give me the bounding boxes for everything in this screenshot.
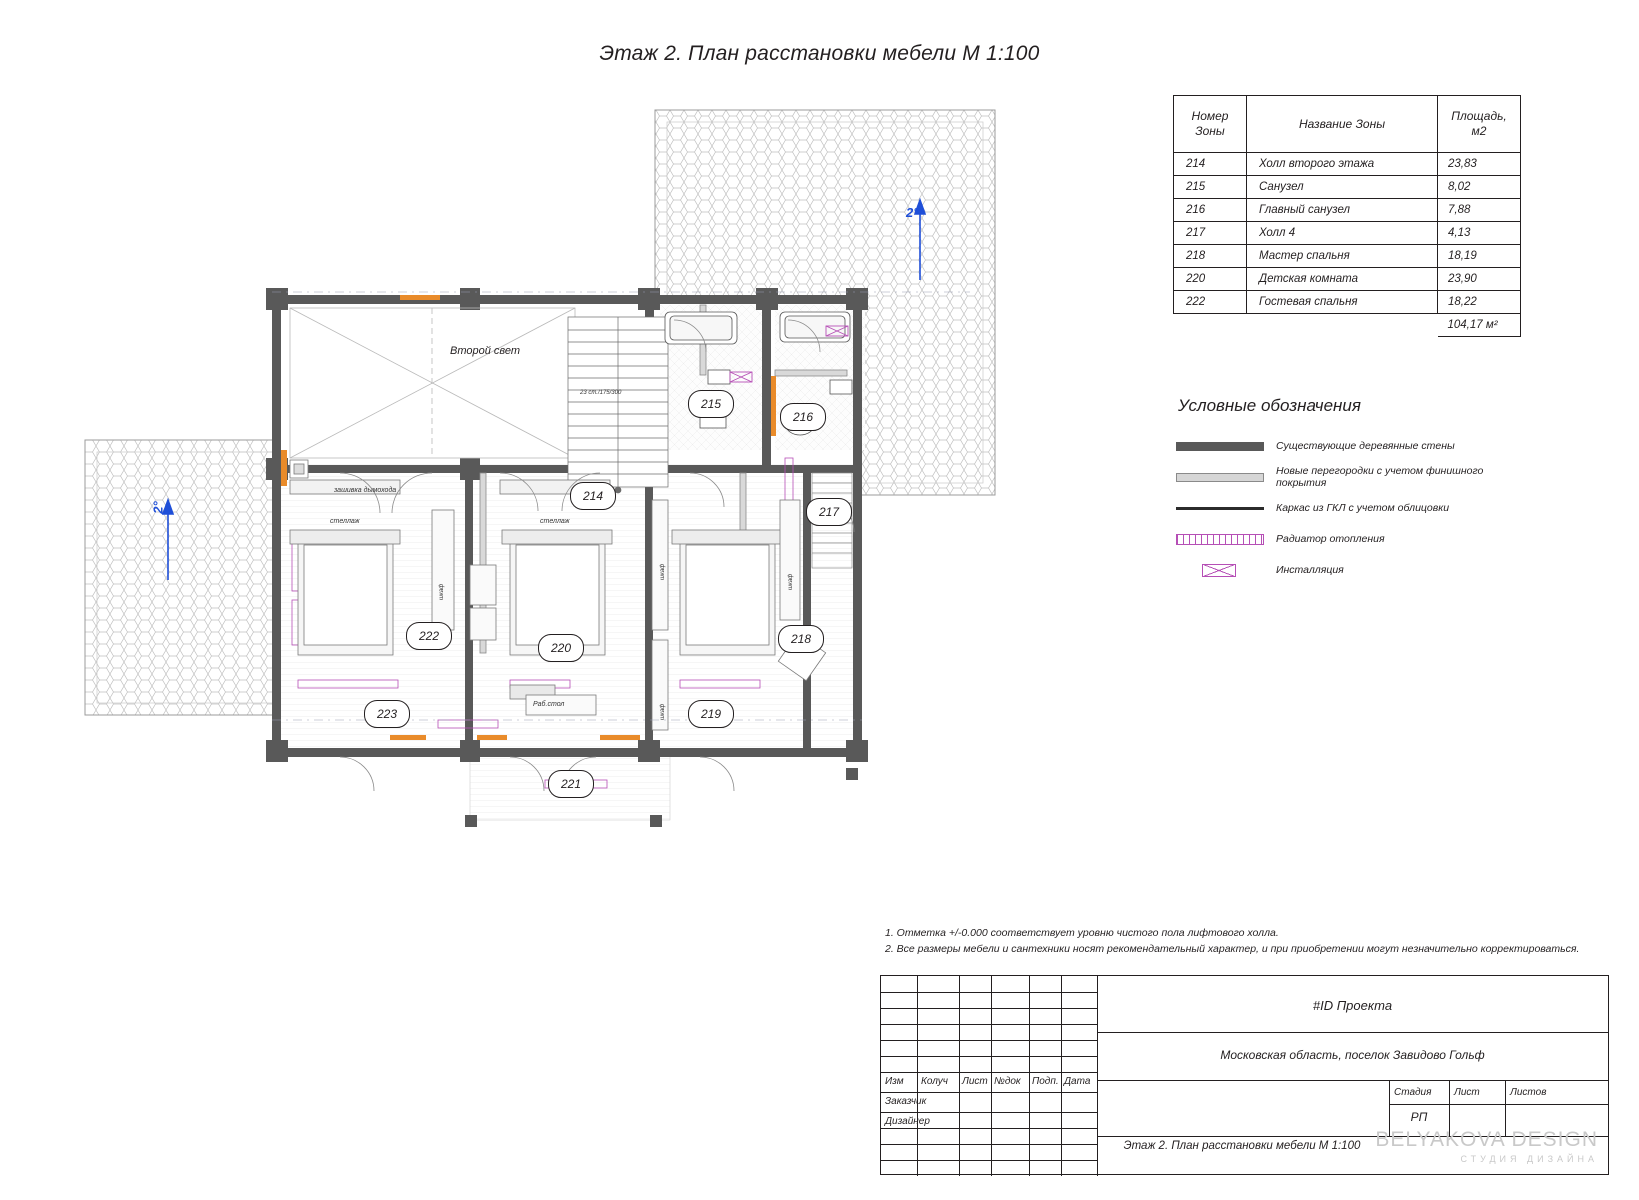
zone-area: 7,88 [1438, 199, 1521, 222]
stamp-col-koluch: Колуч [921, 1076, 948, 1087]
title-block [880, 975, 1609, 1175]
stage-label: Стадия [1394, 1087, 1432, 1098]
wardrobe-label-3: шкаф [660, 703, 666, 720]
zone-marker-215[interactable]: 215 [688, 390, 734, 418]
total-blank-1 [1174, 314, 1247, 337]
note-2: 2. Все размеры мебели и сантехники носят рекомендательный характер, и при приобретении могут незначительно корректироваться. [885, 943, 1580, 956]
brand-name: BELYAKOVA DESIGN [1375, 1128, 1598, 1151]
stamp-col-data: Дата [1064, 1076, 1091, 1087]
legend-label: Новые перегородки с учетом финишного покрытия [1276, 464, 1484, 489]
legend-item-new-partitions [1176, 461, 1536, 492]
legend-item-installation [1176, 554, 1536, 585]
legend-label: Инсталляция [1276, 563, 1344, 576]
zone-name: Холл 4 [1247, 222, 1438, 245]
zone-area: 23,90 [1438, 268, 1521, 291]
floor-plan [40, 80, 1160, 850]
zone-marker-223[interactable]: 223 [364, 700, 410, 728]
legend-label: Радиатор отопления [1276, 532, 1385, 545]
zone-name: Главный санузел [1247, 199, 1438, 222]
hood-label: зашивка дымохода [334, 487, 397, 494]
zone-table-header-name: Название Зоны [1247, 96, 1438, 153]
wardrobe-label-2: шкаф [660, 563, 666, 580]
page-title: Этаж 2. План расстановки мебели М 1:100 [599, 42, 1040, 65]
notes-block [885, 925, 1615, 958]
zone-area: 4,13 [1438, 222, 1521, 245]
legend [1176, 430, 1536, 585]
stamp-col-podp: Подп. [1032, 1076, 1059, 1087]
table-row [1174, 153, 1521, 176]
legend-title: Условные обозначения [1178, 396, 1361, 415]
slope-label-left: 2° [150, 501, 166, 514]
floor-plan-svg [40, 80, 1160, 850]
table-row [1174, 268, 1521, 291]
note-1: 1. Отметка +/-0.000 соответствует уровню чистого пола лифтового холла. [885, 927, 1279, 939]
total-blank-2 [1247, 314, 1438, 337]
zone-number: 222 [1174, 291, 1247, 314]
legend-item-radiator [1176, 523, 1536, 554]
zone-table-header-row [1174, 96, 1521, 153]
zone-number: 218 [1174, 245, 1247, 268]
sheet-title: Этаж 2. План расстановки мебели М 1:100 [1123, 1140, 1361, 1152]
legend-item-existing-walls [1176, 430, 1536, 461]
zone-number: 220 [1174, 268, 1247, 291]
shelf-left-label: стеллаж [330, 518, 360, 525]
desk-label: Раб.стол [533, 701, 565, 708]
table-row [1174, 245, 1521, 268]
wardrobe-label-4: шкаф [788, 573, 794, 590]
staircase [568, 317, 668, 493]
partition-symbol-icon [1176, 470, 1268, 484]
zone-marker-214[interactable]: 214 [570, 482, 616, 510]
zone-name: Санузел [1247, 176, 1438, 199]
zone-table-total-row [1174, 314, 1521, 337]
stair-note: 23 ст./175/300 [580, 390, 622, 396]
zone-name: Гостевая спальня [1247, 291, 1438, 314]
zone-total-area: 104,17 м² [1438, 314, 1521, 337]
zone-name: Мастер спальня [1247, 245, 1438, 268]
line-symbol-icon [1176, 501, 1268, 515]
zone-table [1173, 95, 1521, 337]
zone-name: Детская комната [1247, 268, 1438, 291]
slope-label-top: 2° [906, 205, 919, 220]
wall-symbol-icon [1176, 439, 1268, 453]
brand-subtitle: СТУДИЯ ДИЗАЙНА [1460, 1154, 1598, 1164]
brand-logo [1375, 1128, 1598, 1164]
table-row [1174, 176, 1521, 199]
stamp-col-izm: Изм [885, 1076, 904, 1087]
installation-symbol-icon [1176, 563, 1268, 577]
legend-label: Существующие деревянные стены [1276, 439, 1455, 452]
zone-number: 214 [1174, 153, 1247, 176]
zone-area: 8,02 [1438, 176, 1521, 199]
stage-value: РП [1410, 1110, 1428, 1124]
project-id: #ID Проекта [1312, 998, 1393, 1013]
shelf-mid-label: стеллаж [540, 518, 570, 525]
zone-marker-216[interactable]: 216 [780, 403, 826, 431]
zone-number: 215 [1174, 176, 1247, 199]
radiator-symbol-icon [1176, 532, 1268, 546]
list-label: Лист [1454, 1087, 1480, 1098]
furniture-bedroom-222 [290, 530, 400, 655]
stamp-row-customer: Заказчик [885, 1096, 927, 1107]
zone-area: 18,22 [1438, 291, 1521, 314]
legend-label: Каркас из ГКЛ с учетом облицовки [1276, 501, 1450, 514]
zone-area: 18,19 [1438, 245, 1521, 268]
lists-label: Листов [1510, 1087, 1547, 1098]
zone-table-header-area: Площадь, м2 [1438, 96, 1521, 153]
zone-name: Холл второго этажа [1247, 153, 1438, 176]
stamp-col-ndok: №док [994, 1076, 1021, 1087]
zone-area: 23,83 [1438, 153, 1521, 176]
stamp-row-designer: Дизайнер [885, 1116, 930, 1127]
second-light-label: Второй свет [450, 345, 521, 357]
zone-marker-221[interactable]: 221 [548, 770, 594, 798]
zone-marker-222[interactable]: 222 [406, 622, 452, 650]
zone-marker-220[interactable]: 220 [538, 634, 584, 662]
zone-table-header-number: Номер Зоны [1174, 96, 1247, 153]
legend-item-gkl-frame [1176, 492, 1536, 523]
zone-number: 216 [1174, 199, 1247, 222]
zone-marker-218[interactable]: 218 [778, 625, 824, 653]
zone-marker-217[interactable]: 217 [806, 498, 852, 526]
zone-marker-219[interactable]: 219 [688, 700, 734, 728]
table-row [1174, 222, 1521, 245]
stamp-col-list: Лист [962, 1076, 988, 1087]
table-row [1174, 291, 1521, 314]
project-address: Московская область, поселок Завидово Гольф [1220, 1048, 1485, 1062]
wardrobe-label-1: шкаф [439, 583, 445, 600]
zone-number: 217 [1174, 222, 1247, 245]
table-row [1174, 199, 1521, 222]
